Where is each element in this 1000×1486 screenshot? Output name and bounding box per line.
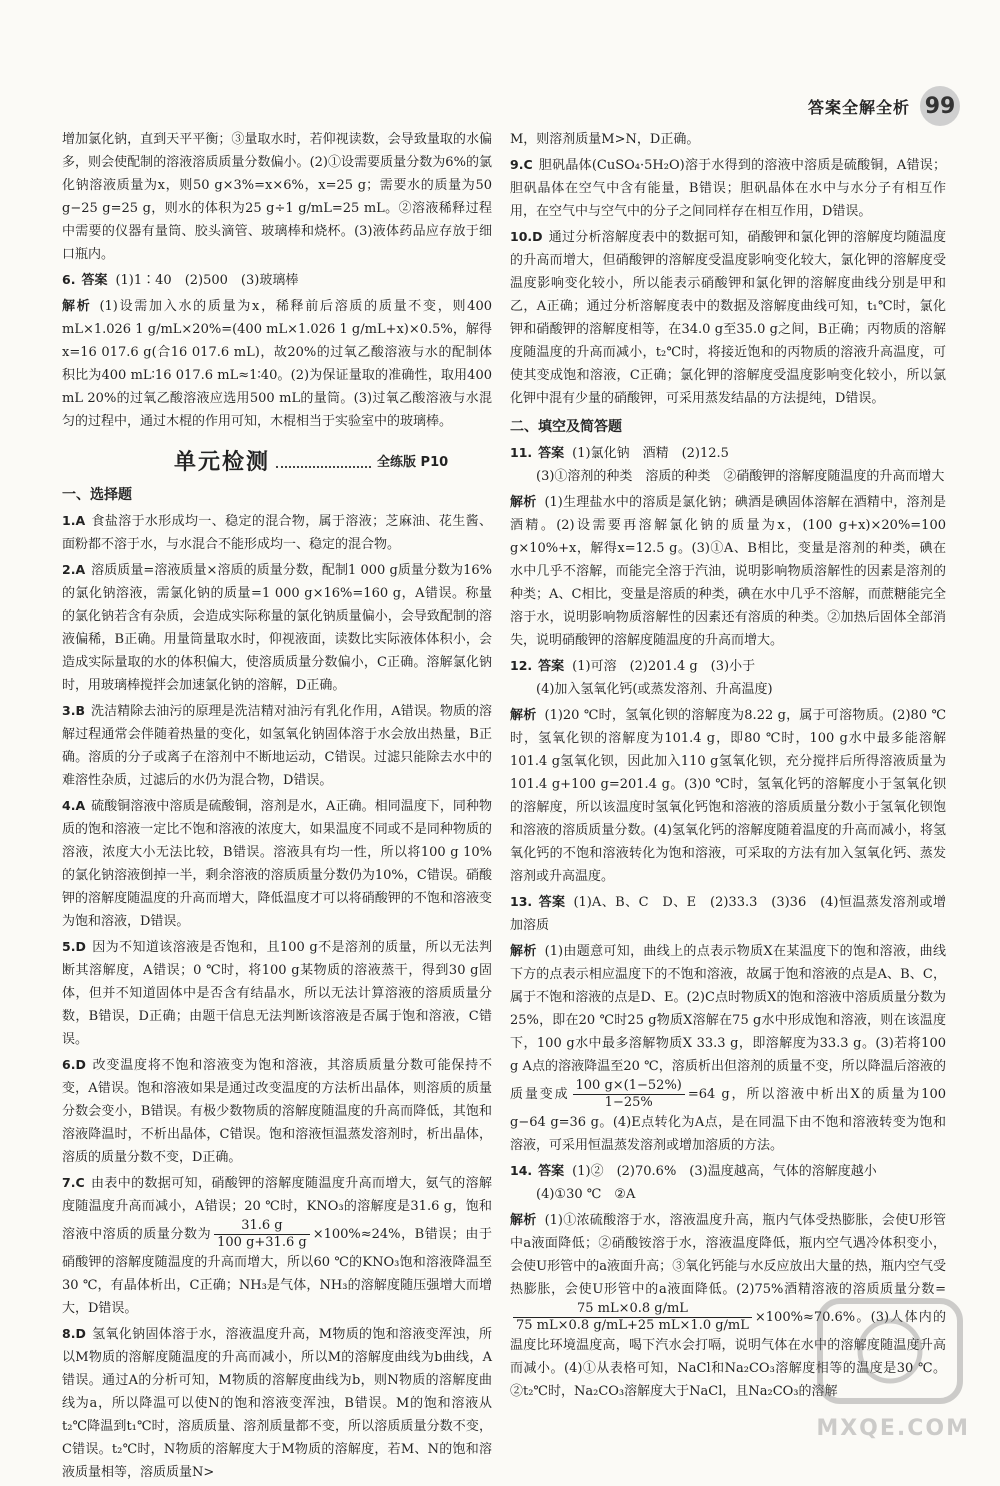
item-number: 5.D (62, 939, 86, 954)
explanation-text: (1)①浓硫酸溶于水，溶液温度升高，瓶内气体受热膨胀，会使U形管中a液面降低；②硝酸铵溶于水，溶液温度降低，瓶内空气遇冷体积变小，会使U形管中的a液面升高；③氧化钙能与水反应放出大量的热，瓶内空气受热膨胀，会使U形管中的a液面降低。(2)75%酒精溶液的溶质质量分数= (510, 1213, 946, 1297)
item-9 (510, 153, 946, 223)
item-text-cont: ×100%≈24%，B错误；由于硝酸钾的溶解度随温度的升高而增大，所以60 ℃的KNO₃饱和溶液降温至30 ℃，有晶体析出，C正确；NH₃是气体，NH₃的溶解度随压强增大而增大，D错误。 (62, 1227, 492, 1316)
item-number: 7.C (62, 1175, 85, 1190)
watermark-logo (810, 1291, 970, 1441)
item-text: 胆矾晶体(CuSO₄·5H₂O)溶于水得到的溶液中溶质是硫酸铜，A错误；胆矾晶体在空气中含有能量，B错误；胆矾晶体在水中与水分子有相互作用，在空气中与空气中的分子之间同样存在相互作用，D错误。 (510, 158, 946, 219)
unit-title: 单元检测 (174, 450, 271, 475)
explanation-12 (510, 704, 946, 888)
item-text: 食盐溶于水形成均一、稳定的混合物，属于溶液；芝麻油、花生酱、面粉都不溶于水，与水混合不能形成均一、稳定的混合物。 (62, 514, 492, 552)
question-number: 6. (62, 272, 76, 287)
answer-label: 答案 (538, 446, 565, 461)
item-5 (62, 935, 492, 1051)
right-column (510, 128, 946, 1405)
answer-label: 答案 (81, 273, 108, 288)
explanation-text: (1)生理盐水中的溶质是氯化钠；碘酒是碘固体溶解在酒精中，溶剂是酒精。(2)设需要再溶解氯化钠的质量为x，(100 g+x)×20%=100 g×10%+x，解得x=12.5 g。(3)①A、B相比，变量是溶剂的种类，碘在水中几乎不溶解，而能完全溶于汽油，说明影响物质溶解性的因素是溶剂的种类；A、C相比，变量是溶质的种类，碘在水中几乎不溶解，而蔗糖能完全溶于水，说明影响物质溶解性的因素还有溶质的种类。②加热后固体全部消失，说明硝酸钾的溶解度随温度的升高而增大。 (510, 495, 946, 648)
section-heading-fill: 二、填空及简答题 (510, 419, 622, 435)
question-11 (510, 441, 946, 488)
question-number: 11. (510, 445, 533, 460)
item-4 (62, 794, 492, 933)
unit-test-heading (62, 451, 492, 474)
item-text: 通过分析溶解度表中的数据可知，硝酸钾和氯化钾的溶解度均随温度的升高而增大，但硝酸钾的溶解度受温度影响变化较大，氯化钾的溶解度受温度影响变化较小，所以能表示硝酸钾和氯化钾的溶解度曲线分别是甲和乙，A正确；通过分析溶解度表中的数据及溶解度曲线可知，t₁℃时，氯化钾和硝酸钾的溶解度相等，在34.0 g至35.0 g之间，B正确；丙物质的溶解度随温度的升高而减小，t₂℃时，将接近饱和的丙物质的溶液升高温度，可使其变成饱和溶液，C正确；氯化钾的溶解度受温度影响变化较小，所以氯化钾中混有少量的硝酸钾，可采用蒸发结晶的方法提纯，D错误。 (510, 230, 946, 406)
item-number: 6.D (62, 1057, 86, 1072)
item-7 (62, 1171, 492, 1320)
item-number: 3.B (62, 703, 85, 718)
continued-text: M，则溶剂质量M>N，D正确。 (510, 132, 700, 147)
explanation-text-cont: ×100%≈70.6%。(3)人体内的温度比环境温度高，喝下汽水会打嗝，说明气体在水中的溶解度随温度升高而减小。(4)①从表格可知，NaCl和Na₂CO₃溶解度相等的温度是30 ℃。②t₂℃时，Na₂CO₃溶解度大于NaCl，且Na₂CO₃的溶解 (510, 1310, 946, 1399)
fraction (573, 1078, 685, 1111)
header-title: 答案全解全析 (807, 97, 910, 117)
question-13 (510, 890, 946, 937)
fraction (513, 1301, 752, 1334)
answer-text-2: (4)①30 ℃ ②A (536, 1187, 636, 1202)
explanation-11 (510, 491, 946, 652)
explanation-label: 解析 (510, 495, 537, 510)
explanation-text: (1)设需加入水的质量为x，稀释前后溶质的质量不变，则400 mL×1.026 1 g/mL×20%=(400 mL×1.026 1 g/mL+x)×0.5%，解得x=16 017.6 g(合16 017.6 mL)，故20%的过氧乙酸溶液与水的配制体积比为400 mL∶16 017.6 mL≈1∶40。(2)为保证量取的准确性，取用400 mL 20%的过氧乙酸溶液应选用500 mL的量筒。(3)过氧乙酸溶液与水混匀的过程中，通过木棍的作用可知，木棍相当于实验室中的玻璃棒。 (62, 299, 492, 429)
question-number: 13. (510, 894, 533, 909)
explanation-label: 解析 (510, 1213, 537, 1228)
item-text: 因为不知道该溶液是否饱和，且100 g不是溶剂的质量，所以无法判断其溶解度，A错误；0 ℃时，将100 g某物质的溶液蒸干，得到30 g固体，但并不知道固体中是否含有结晶水，所以无法计算溶液的溶质质量分数，B错误，D正确；由题干信息无法判断该溶液是否属于饱和溶液，C错误。 (62, 940, 492, 1047)
item-2 (62, 558, 492, 697)
explanation-6 (62, 295, 492, 433)
answer-stamp-icon (810, 1291, 970, 1411)
intro-paragraph: 增加氯化钠，直到天平平衡；③量取水时，若仰视读数，会导致量取的水偏多，则会使配制的溶液溶质质量分数偏小。(2)①设需要质量分数为6%的氯化钠溶液质量为x，则50 g×3%=x×6%，x=25 g；需要水的质量为50 g−25 g=25 g，则水的体积为25 g÷1 g/mL=25 mL。②溶液稀释过程中需要的仪器有量筒、胶头滴管、玻璃棒和烧杯。(3)液体药品应存放于细口瓶内。 (62, 132, 492, 262)
page-number-badge: 99 (920, 86, 960, 126)
fraction (214, 1218, 310, 1251)
answer-label: 答案 (538, 659, 565, 674)
explanation-13 (510, 940, 946, 1157)
fraction-denominator: 100 g+31.6 g (217, 1235, 307, 1250)
item-text: 洗洁精除去油污的原理是洗洁精对油污有乳化作用，A错误。物质的溶解过程通常会伴随着热量的变化，如氢氧化钠固体溶于水会放出热量，B正确。溶质的分子或离子在溶剂中不断地运动，C错误。过滤只能除去水中的难溶性杂质，过滤后的水仍为混合物，D错误。 (62, 704, 492, 788)
answer-text: (1)1∶40 (2)500 (3)玻璃棒 (115, 273, 299, 288)
unit-tag: 全练版 P10 (377, 455, 449, 470)
answer-label: 答案 (538, 1164, 565, 1179)
answer-text: (1)A、B、C D、E (2)33.3 (3)36 (4)恒温蒸发溶剂或增加溶质 (510, 895, 946, 933)
item-8 (62, 1322, 492, 1484)
explanation-label: 解析 (510, 944, 537, 959)
item-number: 9.C (510, 157, 533, 172)
question-14 (510, 1159, 946, 1206)
question-6 (62, 268, 492, 292)
dotted-leader (276, 456, 371, 468)
fraction-denominator: 75 mL×0.8 g/mL+25 mL×1.0 g/mL (516, 1318, 749, 1333)
question-12 (510, 654, 946, 701)
item-1 (62, 509, 492, 556)
answer-text-2: (4)加入氢氧化钙(或蒸发溶剂、升高温度) (536, 682, 773, 697)
question-number: 12. (510, 658, 533, 673)
item-text: 溶质质量=溶液质量×溶质的质量分数，配制1 000 g质量分数为16%的氯化钠溶液，需氯化钠的质量=1 000 g×16%=160 g，A错误。称量的氯化钠若含有杂质，会造成实际称量的氯化钠质量偏小，会导致配制的溶液偏稀，B正确。用量筒量取水时，仰视液面，读数比实际液体体积小，会造成实际量取的水的体积偏大，使溶质质量分数偏小，C正确。溶解氯化钠时，用玻璃棒搅拌会加速氯化钠的溶解，D正确。 (62, 563, 492, 693)
explanation-text-cont: =64 g，所以溶液中析出X的质量为100 g−64 g=36 g。(4)E点转化为A点，是在同温下由不饱和溶液转变为饱和溶液，可采用恒温蒸发溶剂或增加溶质的方法。 (510, 1087, 946, 1153)
page-header (808, 86, 960, 126)
answer-text-2: (3)①溶剂的种类 溶质的种类 ②硝酸钾的溶解度随温度的升高而增大 (536, 469, 945, 484)
answer-text: (1)可溶 (2)201.4 g (3)小于 (572, 659, 756, 674)
fraction-denominator: 1−25% (604, 1095, 653, 1110)
item-number: 10.D (510, 229, 543, 244)
explanation-label: 解析 (62, 299, 92, 314)
item-text: 由表中的数据可知，硝酸钾的溶解度随温度升高而增大，氨气的溶解度随温度升高而减小，A错误；20 ℃时，KNO₃的溶解度是31.6 g，饱和溶液中溶质的质量分数为 (62, 1176, 492, 1242)
section-heading-choice: 一、选择题 (62, 487, 132, 503)
item-number: 8.D (62, 1326, 86, 1341)
item-text: 改变温度将不饱和溶液变为饱和溶液，其溶质质量分数可能保持不变，A错误。饱和溶液如果是通过改变温度的方法析出晶体，则溶质的质量分数会变小，B错误。有极少数物质的溶解度随温度的升高而降低，其饱和溶液降温时，不析出晶体，C错误。饱和溶液恒温蒸发溶剂时，析出晶体，溶质的质量分数不变，D正确。 (62, 1058, 492, 1165)
answer-label: 答案 (538, 895, 566, 910)
item-number: 2.A (62, 562, 86, 577)
explanation-label: 解析 (510, 708, 537, 723)
fraction-numerator: 75 mL×0.8 g/mL (513, 1301, 752, 1318)
answer-text: (1)氯化钠 酒精 (2)12.5 (572, 446, 729, 461)
item-number: 4.A (62, 798, 86, 813)
item-10 (510, 225, 946, 410)
question-number: 14. (510, 1163, 533, 1178)
explanation-text: (1)20 ℃时，氢氧化钡的溶解度为8.22 g，属于可溶物质。(2)80 ℃时，氢氧化钡的溶解度为101.4 g，即80 ℃时，100 g水中最多能溶解101.4 g氢氧化钡，因此加入110 g氢氧化钡，充分搅拌后所得溶液质量为101.4 g+100 g=201.4 g。(3)0 ℃时，氢氧化钙的溶解度小于氢氧化钡的溶解度，所以该温度时氢氧化钙饱和溶液的溶质质量分数小于氢氧化钡饱和溶液的溶质质量分数。(4)氢氧化钙的溶解度随着温度的升高而减小，将氢氧化钙的不饱和溶液转化为饱和溶液，可采取的方法有加入氢氧化钙、蒸发溶剂或升高温度。 (510, 708, 946, 884)
watermark-text: MXQE.COM (816, 1416, 970, 1441)
explanation-text: (1)由题意可知，曲线上的点表示物质X在某温度下的饱和溶液，曲线下方的点表示相应温度下的不饱和溶液，故属于饱和溶液的点是A、B、C，属于不饱和溶液的点是D、E。(2)C点时物质X的饱和溶液中溶质质量分数为25%，即在20 ℃时25 g物质X溶解在75 g水中形成饱和溶液，则在该温度下，100 g水中最多溶解物质X 33.3 g，即溶解度为33.3 g。(3)若将100 g A点的溶液降温至20 ℃，溶质析出但溶剂的质量不变，所以降温后溶液的质量变成 (510, 944, 946, 1102)
item-6 (62, 1053, 492, 1169)
left-column (62, 128, 492, 1486)
item-3 (62, 699, 492, 792)
fraction-numerator: 31.6 g (214, 1218, 310, 1235)
answer-text: (1)② (2)70.6% (3)温度越高，气体的溶解度越小 (572, 1164, 877, 1179)
fraction-numerator: 100 g×(1−52%) (573, 1078, 685, 1095)
item-text: 氢氧化钠固体溶于水，溶液温度升高，M物质的饱和溶液变浑浊，所以M物质的溶解度随温度的升高而减小，所以M的溶解度曲线为b曲线，A错误。通过A的分析可知，M物质的溶解度曲线为b，则N物质的溶解度曲线为a，所以降温可以使N的饱和溶液变浑浊，B错误。M的饱和溶液从t₂℃降温到t₁℃时，溶质质量、溶剂质量都不变，所以溶质质量分数不变，C错误。t₂℃时，N物质的溶解度大于M物质的溶解度，若M、N的饱和溶液质量相等，溶质质量N> (62, 1327, 492, 1480)
item-number: 1.A (62, 513, 86, 528)
item-text: 硫酸铜溶液中溶质是硫酸铜，溶剂是水，A正确。相同温度下，同种物质的饱和溶液一定比不饱和溶液的浓度大，如果温度不同或不是同种物质的溶液，浓度大小无法比较，B错误。溶液具有均一性，所以将100 g 10%的氯化钠溶液倒掉一半，剩余溶液的溶质质量分数仍为10%，C错误。硝酸钾的溶解度随温度的升高而增大，降低温度才可以将硝酸钾的不饱和溶液变为饱和溶液，D错误。 (62, 799, 492, 929)
